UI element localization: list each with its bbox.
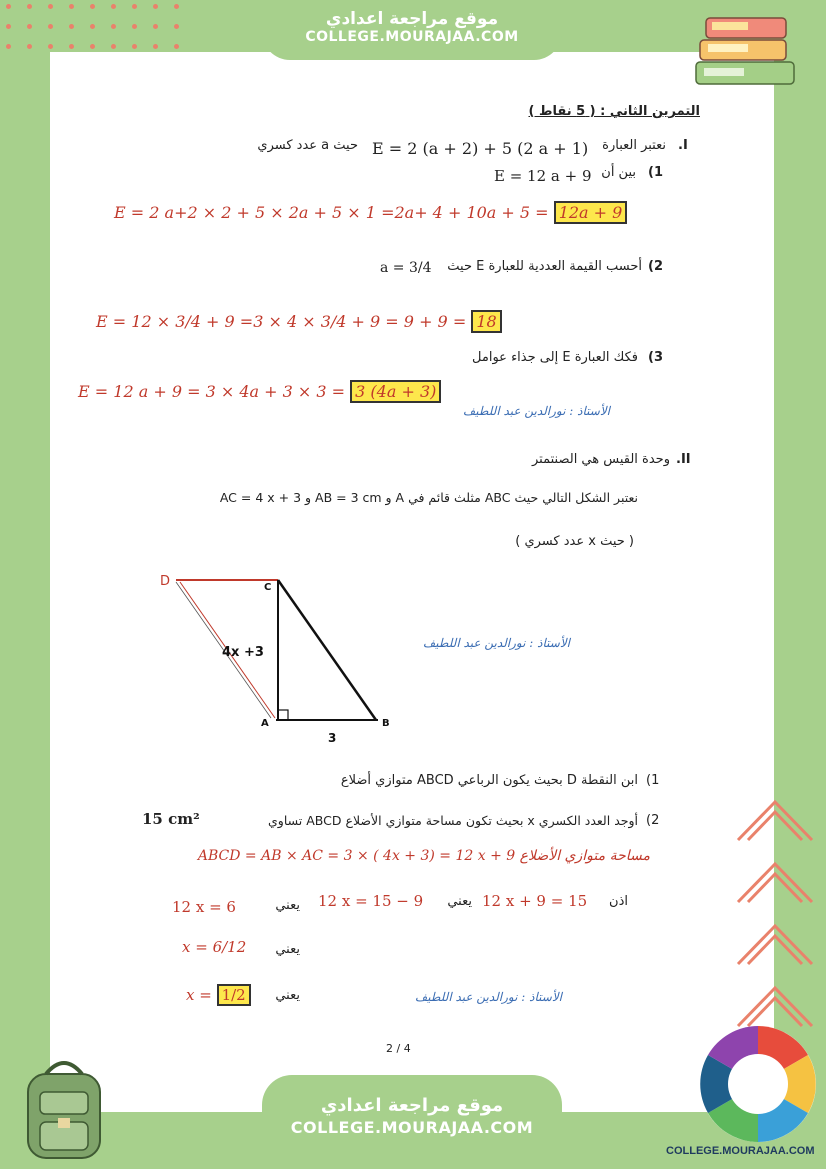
decorative-dot <box>174 4 179 9</box>
part2-q2-number: 2) <box>646 813 660 828</box>
answer2-working: E = 12 × 3/4 + 9 =3 × 4 × 3/4 + 9 = 9 + 9 = <box>96 312 467 331</box>
decorative-dot <box>90 4 95 9</box>
step-4: x = 6/12 <box>182 938 247 956</box>
part2-where: ( حيث x عدد كسري ) <box>515 534 634 549</box>
decorative-dot <box>6 24 11 29</box>
part1-answer3 <box>78 382 441 401</box>
step-5-result-box: 1/2 <box>217 984 251 1006</box>
part1-q1-expression: E = 12 a + 9 <box>494 167 592 185</box>
label-side-ac: 4x +3 <box>222 645 264 660</box>
step-5 <box>186 986 251 1004</box>
label-a: A <box>261 718 269 729</box>
chevron-decoration <box>730 790 820 1040</box>
decorative-dot <box>153 4 158 9</box>
part2-q1-number: 1) <box>646 773 660 788</box>
teacher-signature-2: الأستاذ : نورالدين عبد اللطيف <box>422 636 570 650</box>
logo-url[interactable]: COLLEGE.MOURAJAA.COM <box>666 1145 815 1157</box>
header-site-name: موقع مراجعة اعدادي <box>325 9 499 29</box>
decorative-dot <box>174 44 179 49</box>
right-angle-mark <box>278 710 288 720</box>
header-site-url[interactable]: COLLEGE.MOURAJAA.COM <box>305 29 519 45</box>
footer-banner <box>262 1075 562 1169</box>
part1-q1-number: 1) <box>648 165 663 180</box>
decorative-dots <box>6 4 206 54</box>
exercise-title: التمرين الثاني : ( 5 نقاط ) <box>528 104 700 119</box>
footer-site-url[interactable]: COLLEGE.MOURAJAA.COM <box>290 1118 534 1137</box>
part1-answer1 <box>114 203 627 222</box>
teacher-signature-3: الأستاذ : نورالدين عبد اللطيف <box>414 990 562 1004</box>
step-means-3: يعني <box>275 942 300 957</box>
label-b: B <box>382 718 390 729</box>
decorative-dot <box>27 44 32 49</box>
label-side-ab: 3 <box>328 731 337 745</box>
decorative-dot <box>69 4 74 9</box>
decorative-dot <box>6 44 11 49</box>
decorative-dot <box>90 44 95 49</box>
decorative-dot <box>69 44 74 49</box>
decorative-dot <box>153 24 158 29</box>
decorative-dot <box>27 4 32 9</box>
part1-where: حيث a عدد كسري <box>257 138 358 153</box>
part1-q3-number: 3) <box>648 350 663 365</box>
step-then: اذن <box>609 894 628 909</box>
segment-cb <box>278 580 376 720</box>
footer-site-name: موقع مراجعة اعدادي <box>320 1095 504 1116</box>
decorative-dot <box>48 24 53 29</box>
header-banner <box>262 0 562 60</box>
part1-q2: أحسب القيمة العددية للعبارة E حيث <box>447 259 642 274</box>
part2-q1: ابن النقطة D بحيث يكون الرباعي ABCD متوازي أضلاع <box>340 773 638 788</box>
part1-q2-number: 2) <box>648 259 663 274</box>
answer2-result-box: 18 <box>471 310 501 333</box>
label-d: D <box>160 574 171 589</box>
decorative-dot <box>132 24 137 29</box>
decorative-dot <box>111 44 116 49</box>
decorative-dot <box>153 44 158 49</box>
page-number: 2 / 4 <box>386 1042 411 1055</box>
step-means-2: يعني <box>275 898 300 913</box>
part2-q2: أوجد العدد الكسري x بحيث تكون مساحة متوازي الأضلاع ABCD تساوي <box>268 813 638 828</box>
step-means-4: يعني <box>275 988 300 1003</box>
parallelogram-figure <box>150 566 400 746</box>
answer1-result-box: 12a + 9 <box>554 201 628 224</box>
answer3-result-box: 3 (4a + 3) <box>350 380 441 403</box>
part2-intro: نعتبر الشكل التالي حيث ABC مثلث قائم في A و AB = 3 cm و AC = 4 x + 3 <box>219 490 638 505</box>
answer3-working: E = 12 a + 9 = 3 × 4a + 3 × 3 = <box>78 382 346 401</box>
step-3: 12 x = 6 <box>172 898 236 916</box>
part1-number: I. <box>678 138 688 153</box>
step-2: 12 x = 15 − 9 <box>318 892 424 910</box>
answer1-working: E = 2 a+2 × 2 + 5 × 2a + 5 × 1 =2a+ 4 + 10a + 5 = <box>114 203 549 222</box>
decorative-dot <box>90 24 95 29</box>
site-logo-icon <box>696 1022 820 1146</box>
decorative-dot <box>111 24 116 29</box>
decorative-dot <box>174 24 179 29</box>
decorative-dot <box>48 4 53 9</box>
decorative-dot <box>132 4 137 9</box>
label-c: C <box>264 582 272 593</box>
decorative-dot <box>69 24 74 29</box>
part1-q2-expression: a = 3/4 <box>380 260 432 276</box>
books-icon <box>694 10 804 96</box>
backpack-icon <box>14 1052 114 1162</box>
teacher-signature-1: الأستاذ : نورالدين عبد اللطيف <box>462 404 610 418</box>
decorative-dot <box>48 44 53 49</box>
step-means-1: يعني <box>447 894 472 909</box>
decorative-dot <box>111 4 116 9</box>
part1-intro: نعتبر العبارة <box>602 138 666 153</box>
step-5-left: x = <box>186 986 212 1004</box>
step-1: 12 x + 9 = 15 <box>482 892 588 910</box>
decorative-dot <box>132 44 137 49</box>
part1-answer2 <box>96 312 502 331</box>
part2-area-line: مساحة متوازي الأضلاع ABCD = AB × AC = 3 × ( 4x + 3) = 12 x + 9 <box>197 848 650 864</box>
part2-number: II. <box>676 452 691 467</box>
decorative-dot <box>27 24 32 29</box>
part1-q3: فكك العبارة E إلى جذاء عوامل <box>472 350 638 365</box>
part2-unit: وحدة القيس هي الصنتمتر <box>532 452 670 467</box>
part1-expression: E = 2 (a + 2) + 5 (2 a + 1) <box>372 139 589 158</box>
decorative-dot <box>6 4 11 9</box>
part2-q2-value: 15 cm² <box>142 810 200 828</box>
part1-q1: بين أن <box>601 165 636 180</box>
